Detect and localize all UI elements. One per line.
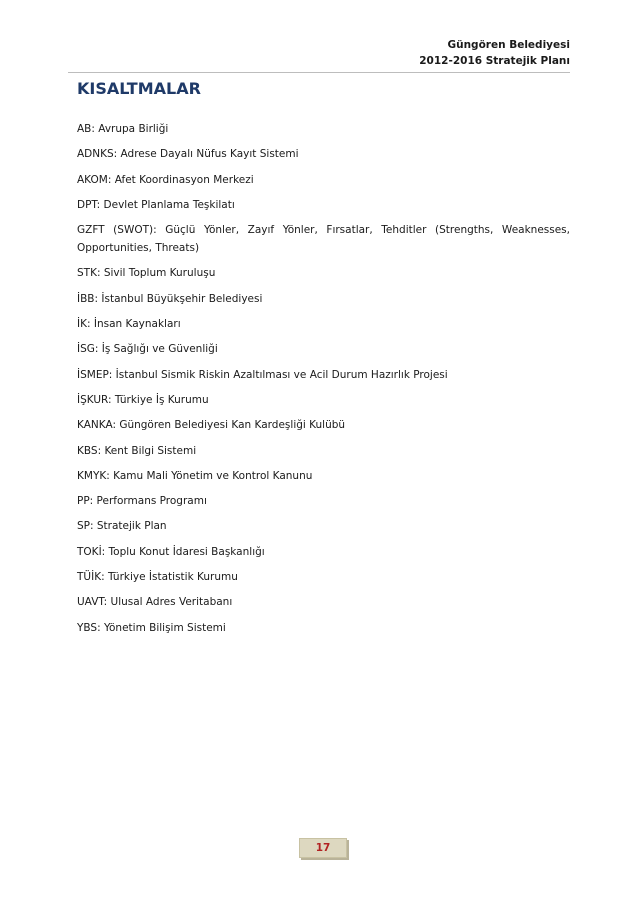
abbreviation-item: İBB: İstanbul Büyükşehir Belediyesi: [77, 292, 263, 305]
page-title: KISALTMALAR: [77, 79, 201, 98]
abbreviation-item: AB: Avrupa Birliği: [77, 123, 169, 135]
header-organization: Güngören Belediyesi: [447, 39, 570, 51]
abbreviation-item: GZFT (SWOT): Güçlü Yönler, Zayıf Yönler, Fırsatlar, Tehditler (Strengths, Weaknesses, Opportunities, Threats): [77, 224, 570, 255]
abbreviation-item: PP: Performans Programı: [77, 495, 207, 508]
page-header: [419, 37, 570, 69]
abbreviation-item: KMYK: Kamu Mali Yönetim ve Kontrol Kanunu: [77, 469, 313, 482]
abbreviation-item: İK: İnsan Kaynakları: [77, 318, 181, 331]
abbreviation-item: STK: Sivil Toplum Kuruluşu: [77, 267, 216, 280]
abbreviation-item: KBS: Kent Bilgi Sistemi: [77, 444, 197, 457]
abbreviation-item: İSMEP: İstanbul Sismik Riskin Azaltılması ve Acil Durum Hazırlık Projesi: [77, 368, 448, 381]
abbreviation-item: ADNKS: Adrese Dayalı Nüfus Kayıt Sistemi: [77, 148, 299, 161]
header-divider: [68, 72, 570, 73]
abbreviation-item: AKOM: Afet Koordinasyon Merkezi: [77, 173, 254, 186]
header-document-title: 2012-2016 Stratejik Planı: [419, 55, 570, 67]
abbreviation-item: KANKA: Güngören Belediyesi Kan Kardeşliği Kulübü: [77, 419, 346, 432]
abbreviation-item: İŞKUR: Türkiye İş Kurumu: [77, 393, 209, 406]
abbreviation-item: TOKİ: Toplu Konut İdaresi Başkanlığı: [77, 545, 265, 558]
abbreviation-item: DPT: Devlet Planlama Teşkilatı: [77, 198, 235, 211]
abbreviation-item: İSG: İş Sağlığı ve Güvenliği: [77, 343, 218, 356]
abbreviation-item: UAVT: Ulusal Adres Veritabanı: [77, 596, 233, 609]
abbreviation-item: SP: Stratejik Plan: [77, 520, 167, 533]
page-number: 17: [299, 838, 347, 858]
abbreviation-item: YBS: Yönetim Bilişim Sistemi: [77, 621, 226, 634]
abbreviation-item: TÜİK: Türkiye İstatistik Kurumu: [77, 571, 238, 584]
abbreviation-list: [77, 120, 570, 644]
